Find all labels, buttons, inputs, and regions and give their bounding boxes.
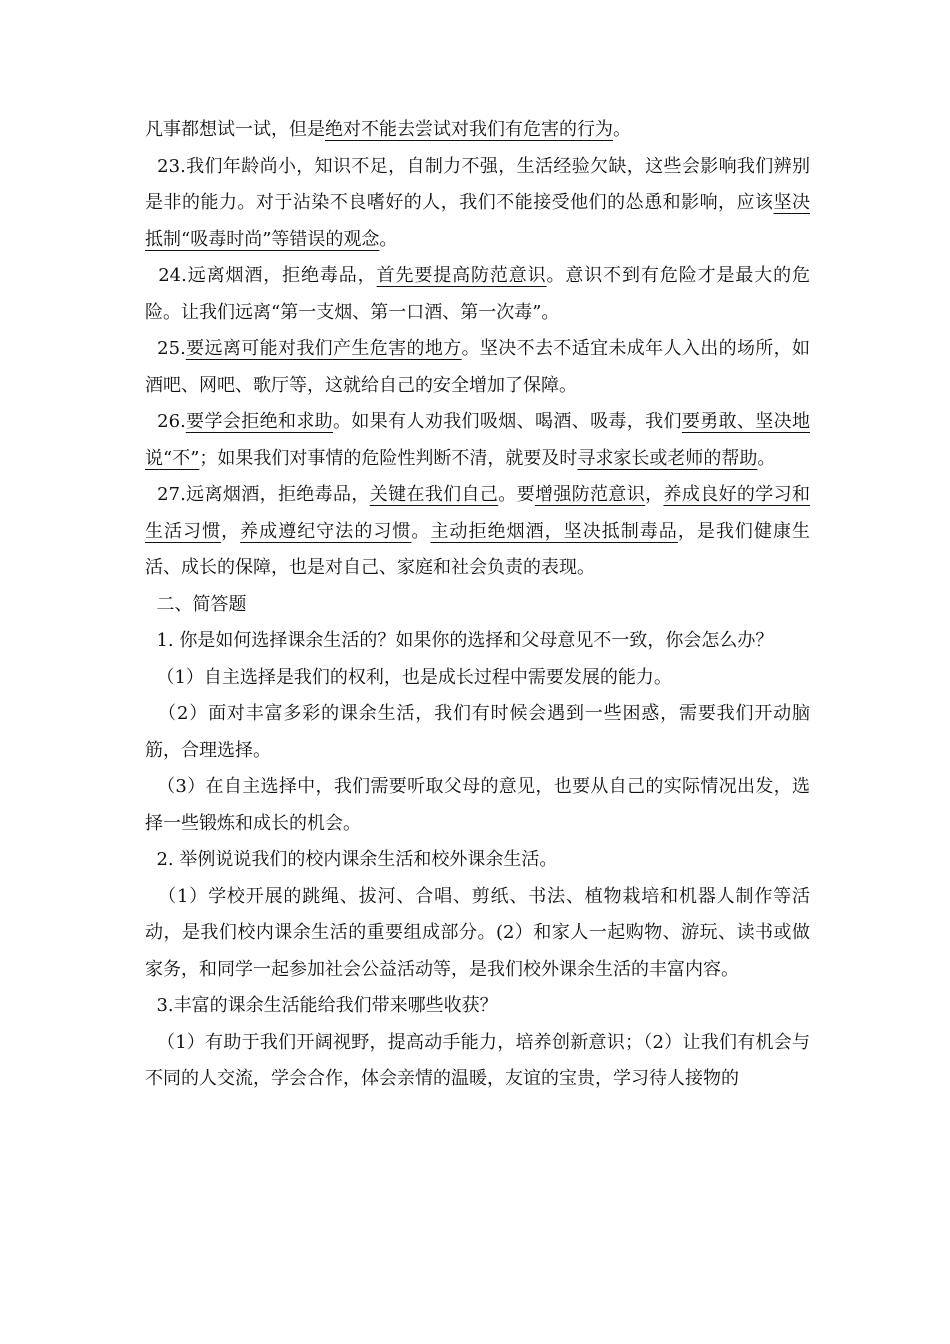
- text-segment: 26.: [145, 411, 186, 432]
- underlined-key-phrase: 要学会拒绝和求助: [185, 411, 334, 432]
- underlined-key-phrase: 要远离可能对我们产生危害的地方: [185, 338, 462, 359]
- text-segment: 1. 你是如何选择课余生活的？如果你的选择和父母意见不一致，你会怎么办？: [145, 630, 774, 651]
- paragraph-27: [145, 477, 810, 587]
- text-segment: （2）面对丰富多彩的课余生活，我们有时候会遇到一些困惑，需要我们开动脑筋，合理选择。: [145, 703, 810, 761]
- paragraph-23: [145, 149, 810, 259]
- paragraph-q2-a: [145, 879, 810, 989]
- underlined-key-phrase: 寻求家长或老师的帮助: [577, 447, 758, 469]
- underlined-key-phrase: 养成遵纪守法的习惯: [240, 520, 412, 542]
- text-segment: （1）学校开展的跳绳、拔河、合唱、剪纸、书法、植物栽培和机器人制作等活动，是我们校内课余生活的重要组成部分。(2）和家人一起购物、游玩、读书或做家务，和同学一起参加社会公益活动等，是我们校外课余生活的丰富内容。: [145, 885, 810, 980]
- underlined-key-phrase: 养成良好的学习和生活习惯: [145, 484, 811, 542]
- paragraph-q1-a3: [145, 769, 810, 842]
- text-segment: 。: [379, 228, 398, 250]
- paragraph-q2: [145, 842, 810, 879]
- text-segment: 凡事都想试一试，但是: [145, 119, 325, 140]
- text-segment: 24.远离烟酒，拒绝毒品，: [145, 265, 377, 286]
- text-segment: 。: [613, 119, 631, 140]
- paragraph-25: [145, 331, 810, 404]
- underlined-key-phrase: 首先要提高防范意识: [376, 265, 547, 286]
- paragraph-cont: [145, 112, 810, 149]
- text-segment: （3）在自主选择中，我们需要听取父母的意见，也要从自己的实际情况出发，选择一些锻炼和成长的机会。: [145, 776, 810, 834]
- text-segment: 23.我们年龄尚小，知识不足，自制力不强，生活经验欠缺，这些会影响我们辨别是非的能力。对于沾染不良嗜好的人，我们不能接受他们的怂恿和影响，应该: [145, 155, 810, 213]
- text-segment: 二、简答题: [145, 593, 247, 615]
- text-segment: 25.: [145, 338, 186, 359]
- text-segment: 27.远离烟酒，拒绝毒品，: [145, 484, 370, 505]
- text-segment: ，是我们健康生活、成长的保障，也是对自己、家庭和社会负责的表现。: [145, 520, 811, 578]
- document-body: [145, 112, 810, 1098]
- paragraph-q1-a1: [145, 660, 810, 697]
- text-segment: （1）自主选择是我们的权利，也是成长过程中需要发展的能力。: [145, 666, 672, 688]
- text-segment: ，: [221, 520, 241, 542]
- text-segment: 。如果有人劝我们吸烟、喝酒、吸毒，我们: [333, 411, 682, 432]
- text-segment: 3.丰富的课余生活能给我们带来哪些收获？: [145, 995, 498, 1016]
- paragraph-q3: [145, 988, 810, 1025]
- text-segment: ；如果我们对事情的危险性判断不清，就要及时: [199, 447, 578, 469]
- paragraph-q1: [145, 623, 810, 660]
- paragraph-26: [145, 404, 810, 477]
- underlined-key-phrase: 绝对不能去尝试对我们有危害的行为: [325, 119, 613, 140]
- underlined-key-phrase: 主动拒绝烟酒，坚决抵制毒品: [430, 520, 678, 542]
- underlined-key-phrase: 要勇敢、坚决地说“不”: [145, 411, 811, 469]
- paragraph-sec2: [145, 587, 810, 624]
- underlined-key-phrase: 坚决抵制“吸毒时尚”等错误的观念: [145, 192, 811, 250]
- paragraph-q1-a2: [145, 696, 810, 769]
- paragraph-24: [145, 258, 810, 331]
- text-segment: 。意识不到有危险才是最大的危险。让我们远离“第一支烟、第一口酒、第一次毒”。: [145, 265, 810, 323]
- text-segment: 。坚决不去不适宜未成年人入出的场所，如酒吧、网吧、歌厅等，这就给自己的安全增加了保障。: [145, 338, 811, 396]
- text-segment: 。: [411, 520, 431, 542]
- text-segment: （1）有助于我们开阔视野，提高动手能力，培养创新意识；（2）让我们有机会与不同的人交流，学会合作，体会亲情的温暖，友谊的宝贵，学习待人接物的: [145, 1031, 810, 1089]
- paragraph-q3-a: [145, 1025, 810, 1098]
- text-segment: ，: [645, 484, 664, 505]
- text-segment: 。: [757, 447, 776, 469]
- underlined-key-phrase: 增强防范意识: [534, 484, 646, 505]
- text-segment: 2. 举例说说我们的校内课余生活和校外课余生活。: [145, 849, 558, 870]
- underlined-key-phrase: 关键在我们自己: [369, 484, 499, 505]
- text-segment: 。要: [498, 484, 535, 505]
